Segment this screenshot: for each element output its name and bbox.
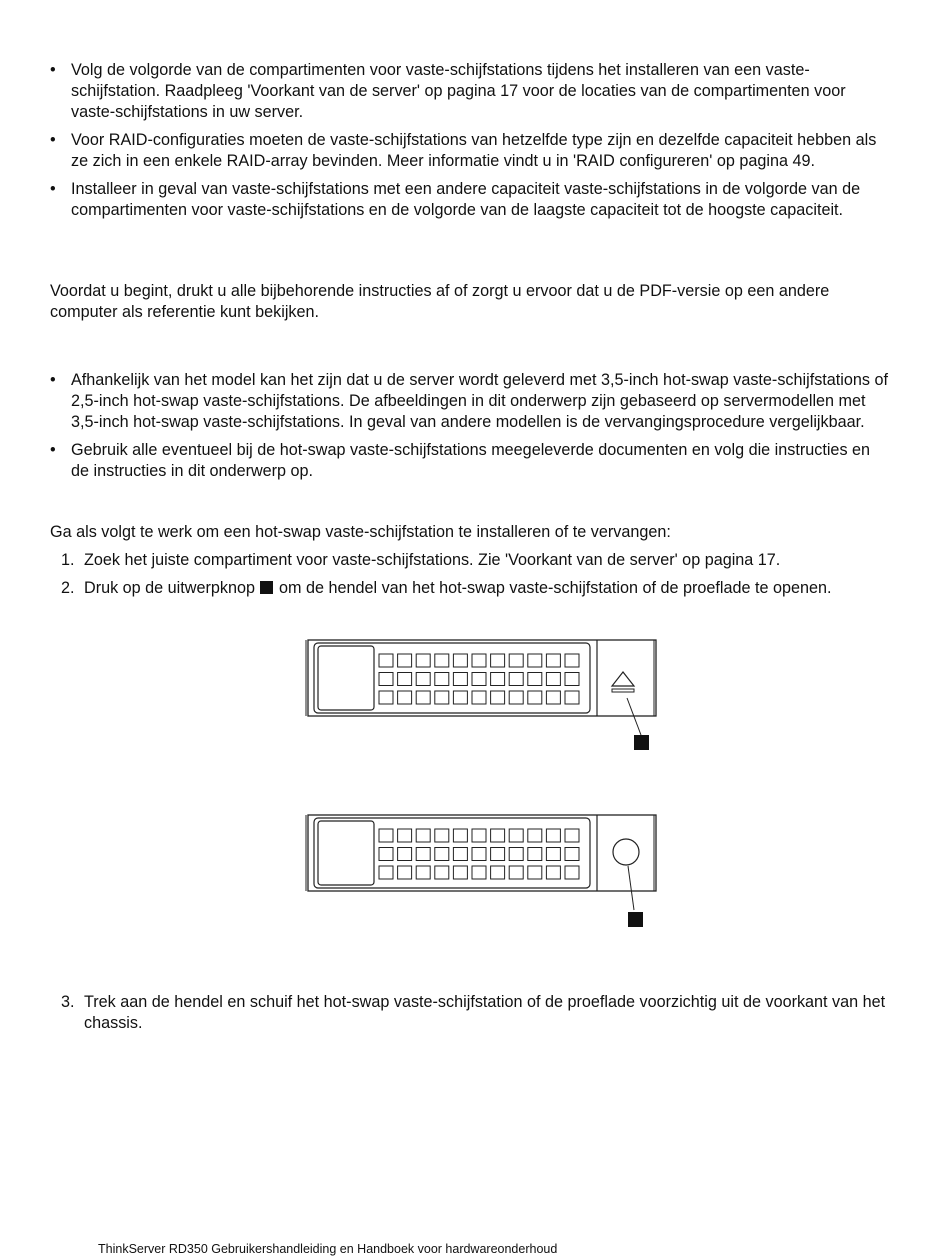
vent-square bbox=[509, 866, 523, 879]
vent-square bbox=[565, 673, 579, 686]
vent-square bbox=[379, 654, 393, 667]
vent-square bbox=[379, 829, 393, 842]
vent-square bbox=[435, 848, 449, 861]
vent-square bbox=[528, 673, 542, 686]
vent-square bbox=[416, 829, 430, 842]
vent-square bbox=[453, 673, 467, 686]
vent-square bbox=[472, 654, 486, 667]
list-item: • Installeer in geval van vaste-schijfstations met een andere capaciteit vaste-schijfstations in de volgorde van de compartimenten voor vaste-schijfstations en de volgorde van de laagste capaciteit tot de hoogste capaciteit. bbox=[50, 179, 890, 221]
vent-square bbox=[509, 691, 523, 704]
vent-square bbox=[435, 673, 449, 686]
vent-square bbox=[472, 866, 486, 879]
vent-square bbox=[416, 673, 430, 686]
callout-1-icon bbox=[260, 581, 273, 594]
vent-square bbox=[379, 673, 393, 686]
vent-square bbox=[453, 691, 467, 704]
vent-square bbox=[416, 866, 430, 879]
vent-square bbox=[453, 654, 467, 667]
notes-list bbox=[50, 370, 890, 489]
step-text: Zoek het juiste compartiment voor vaste-schijfstations. Zie 'Voorkant van de server' op pagina 17. bbox=[84, 551, 781, 569]
callout-1-icon bbox=[634, 735, 649, 750]
vent-square bbox=[416, 654, 430, 667]
vent-square bbox=[546, 848, 560, 861]
vent-square bbox=[379, 848, 393, 861]
drive-handle-plate bbox=[318, 646, 374, 710]
drive-figure-eject bbox=[300, 635, 670, 755]
circle-button-icon[interactable] bbox=[613, 839, 639, 865]
step-number: 1. bbox=[61, 551, 75, 569]
vent-square bbox=[491, 866, 505, 879]
procedure-intro: Ga als volgt te werk om een hot-swap vaste-schijfstation te installeren of te vervangen: bbox=[50, 523, 671, 541]
vent-square bbox=[491, 673, 505, 686]
vent-square bbox=[546, 654, 560, 667]
vent-square bbox=[416, 691, 430, 704]
vent-square bbox=[379, 866, 393, 879]
vent-square bbox=[528, 848, 542, 861]
vent-square bbox=[546, 829, 560, 842]
page-footer: ThinkServer RD350 Gebruikershandleiding en Handboek voor hardwareonderhoud bbox=[98, 1242, 558, 1256]
vent-square bbox=[565, 848, 579, 861]
drive-figure-button bbox=[300, 810, 670, 930]
vent-square bbox=[528, 866, 542, 879]
drive-handle-plate bbox=[318, 821, 374, 885]
vent-square bbox=[379, 691, 393, 704]
vent-square bbox=[491, 848, 505, 861]
vent-square bbox=[509, 673, 523, 686]
vent-square bbox=[398, 866, 412, 879]
vent-square bbox=[565, 866, 579, 879]
list-item: • Gebruik alle eventueel bij de hot-swap vaste-schijfstations meegeleverde documenten en volg die instructies en de instructies in dit onderwerp op. bbox=[50, 440, 890, 482]
step-3 bbox=[50, 992, 890, 1034]
vent-square bbox=[453, 848, 467, 861]
vent-square bbox=[472, 691, 486, 704]
vent-square bbox=[528, 654, 542, 667]
vent-square bbox=[546, 673, 560, 686]
vent-square bbox=[528, 691, 542, 704]
vent-square bbox=[472, 829, 486, 842]
vent-square bbox=[472, 848, 486, 861]
vent-square bbox=[398, 654, 412, 667]
vent-square bbox=[398, 691, 412, 704]
print-note: Voordat u begint, drukt u alle bijbehorende instructies af of zorgt u ervoor dat u de PDF-versie op een andere computer als referentie kunt bekijken. bbox=[50, 282, 830, 321]
step-1 bbox=[50, 550, 890, 571]
vent-square bbox=[435, 866, 449, 879]
vent-square bbox=[565, 829, 579, 842]
vent-square bbox=[509, 654, 523, 667]
step-text: Trek aan de hendel en schuif het hot-swap vaste-schijfstation of de proeflade voorzichtig uit de voorkant van het chassis. bbox=[84, 993, 886, 1032]
vent-square bbox=[435, 691, 449, 704]
vent-square bbox=[509, 848, 523, 861]
procedure-steps-cont bbox=[50, 992, 890, 1041]
vent-square bbox=[398, 673, 412, 686]
vent-square bbox=[453, 829, 467, 842]
vent-square bbox=[546, 866, 560, 879]
vent-square bbox=[435, 654, 449, 667]
step-number: 2. bbox=[61, 579, 75, 597]
vent-square bbox=[546, 691, 560, 704]
vent-square bbox=[453, 866, 467, 879]
procedure-steps bbox=[50, 550, 890, 606]
vent-square bbox=[416, 848, 430, 861]
vent-grid bbox=[379, 829, 579, 879]
step-2 bbox=[50, 578, 890, 599]
vent-square bbox=[565, 654, 579, 667]
list-item: • Voor RAID-configuraties moeten de vaste-schijfstations van hetzelfde type zijn en dezelfde capaciteit hebben als ze zich in een enkele RAID-array bevinden. Meer informatie vindt u in 'RAID configureren' op pagina 49. bbox=[50, 130, 890, 172]
step-text-before: Druk op de uitwerpknop bbox=[84, 579, 255, 597]
requirements-list bbox=[50, 60, 890, 228]
vent-square bbox=[491, 691, 505, 704]
vent-square bbox=[435, 829, 449, 842]
vent-grid bbox=[379, 654, 579, 704]
vent-square bbox=[509, 829, 523, 842]
vent-square bbox=[491, 829, 505, 842]
vent-square bbox=[398, 829, 412, 842]
step-text-after: om de hendel van het hot-swap vaste-schijfstation of de proeflade te openen. bbox=[278, 579, 832, 597]
vent-square bbox=[472, 673, 486, 686]
vent-square bbox=[565, 691, 579, 704]
vent-square bbox=[528, 829, 542, 842]
vent-square bbox=[491, 654, 505, 667]
callout-1-icon bbox=[628, 912, 643, 927]
list-item: • Afhankelijk van het model kan het zijn dat u de server wordt geleverd met 3,5-inch hot-swap vaste-schijfstations of 2,5-inch hot-swap vaste-schijfstations. De afbeeldingen in dit onderwerp zijn gebaseerd op servermodellen met 3,5-inch hot-swap vaste-schijfstations. In geval van andere modellen is de vervangingsprocedure vergelijkbaar. bbox=[50, 370, 890, 433]
list-item: • Volg de volgorde van de compartimenten voor vaste-schijfstations tijdens het installeren van een vaste-schijfstation. Raadpleeg 'Voorkant van de server' op pagina 17 voor de locaties van de compartimenten voor vaste-schijfstations in uw server. bbox=[50, 60, 890, 123]
vent-square bbox=[398, 848, 412, 861]
step-number: 3. bbox=[61, 993, 75, 1011]
